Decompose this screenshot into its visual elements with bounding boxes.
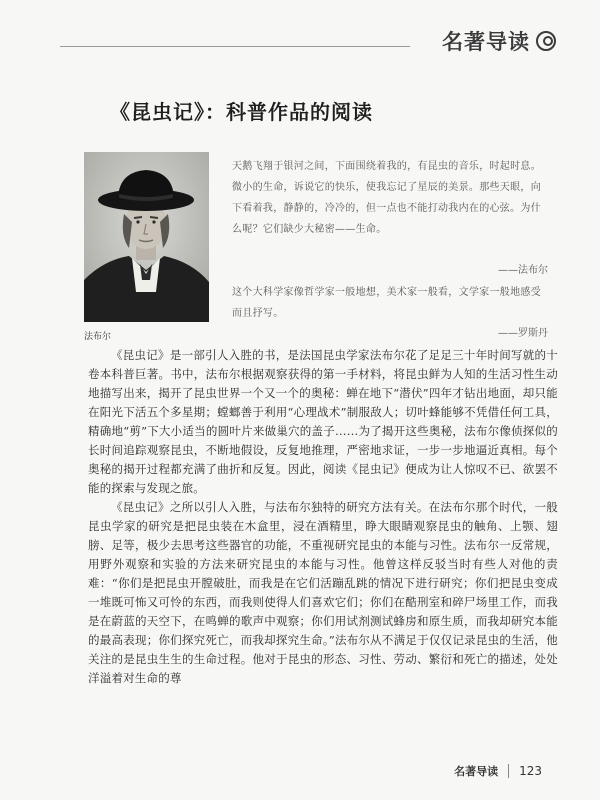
header-rule (60, 46, 410, 47)
page-footer (454, 763, 542, 779)
article-body (88, 346, 558, 688)
footer-label: 名著导读 (454, 765, 499, 778)
portrait-caption: 法布尔 (84, 332, 112, 342)
quote-text: 这个大科学家像哲学家一般地想，美术家一般看，文学家一般地感受而且抒写。 (232, 287, 541, 319)
paragraph: 《昆虫记》是一部引人入胜的书，是法国昆虫学家法布尔花了足足三十年时间写就的十卷本科普巨著。书中，法布尔根据观察获得的第一手材料，将昆虫鲜为人知的生活习性生动地描写出来，揭开了昆虫世界一个又一个的奥秘：蝉在地下“潜伏”四年才钻出地面，却只能在阳光下活五个多星期；螳螂善于利用“心理战术”制服敌人；切叶蜂能够不凭借任何工具，精确地“剪”下大小适当的圆叶片来做巢穴的盖子……为了揭开这些奥秘，法布尔像侦探似的长时间追踪观察昆虫，不断地假设，反复地推理，严密地求证，一步一步地逼近真相。每个奥秘的揭开过程都充满了曲折和反复。因此，阅读《昆虫记》便成为让人惊叹不已、欲罢不能的探索与发现之旅。 (88, 348, 558, 495)
reading-icon (536, 31, 556, 51)
portrait-photo (84, 152, 209, 322)
quote-attribution: ——法布尔 (498, 265, 548, 276)
article-title: 《昆虫记》：科普作品的阅读 (110, 100, 373, 124)
quote-rostand (232, 282, 550, 324)
portrait-illustration (84, 152, 209, 322)
quote-text: 天鹅飞翔于银河之间，下面围绕着我的，有昆虫的音乐，时起时息。微小的生命，诉说它的快乐，使我忘记了星辰的美景。那些天眼，向下看着我，静静的，冷冷的，但一点也不能打动我内在的心弦。为什么呢？它们缺少大秘密——生命。 (232, 161, 541, 235)
quote-fabre (232, 156, 550, 240)
footer-divider (508, 764, 509, 778)
quote-attribution: ——罗斯丹 (498, 328, 548, 339)
section-header (442, 26, 556, 56)
section-title: 名著导读 (442, 30, 530, 54)
paragraph: 《昆虫记》之所以引人入胜，与法布尔独特的研究方法有关。在法布尔那个时代，一般昆虫学家的研究是把昆虫装在木盒里，浸在酒精里，睁大眼睛观察昆虫的触角、上颚、翅膀、足等，极少去思考这些器官的功能，不重视研究昆虫的本能与习性。法布尔一反常规，用野外观察和实验的方法来研究昆虫的本能与习性。他曾这样反驳当时有些人对他的责难：“你们是把昆虫开膛破肚，而我是在它们活蹦乱跳的情况下进行研究；你们把昆虫变成一堆既可怖又可怜的东西，而我则使得人们喜欢它们；你们在酷刑室和碎尸场里工作，而我是在蔚蓝的天空下，在鸣蝉的歌声中观察；你们用试剂测试蜂房和原生质，而我却研究本能的最高表现；你们探究死亡，而我却探究生命。”法布尔从不满足于仅仅记录昆虫的生活，他关注的是昆虫生生的生命过程。他对于昆虫的形态、习性、劳动、繁衍和死亡的描述，处处洋溢着对生命的尊 (88, 500, 558, 685)
page-number: 123 (519, 764, 542, 778)
